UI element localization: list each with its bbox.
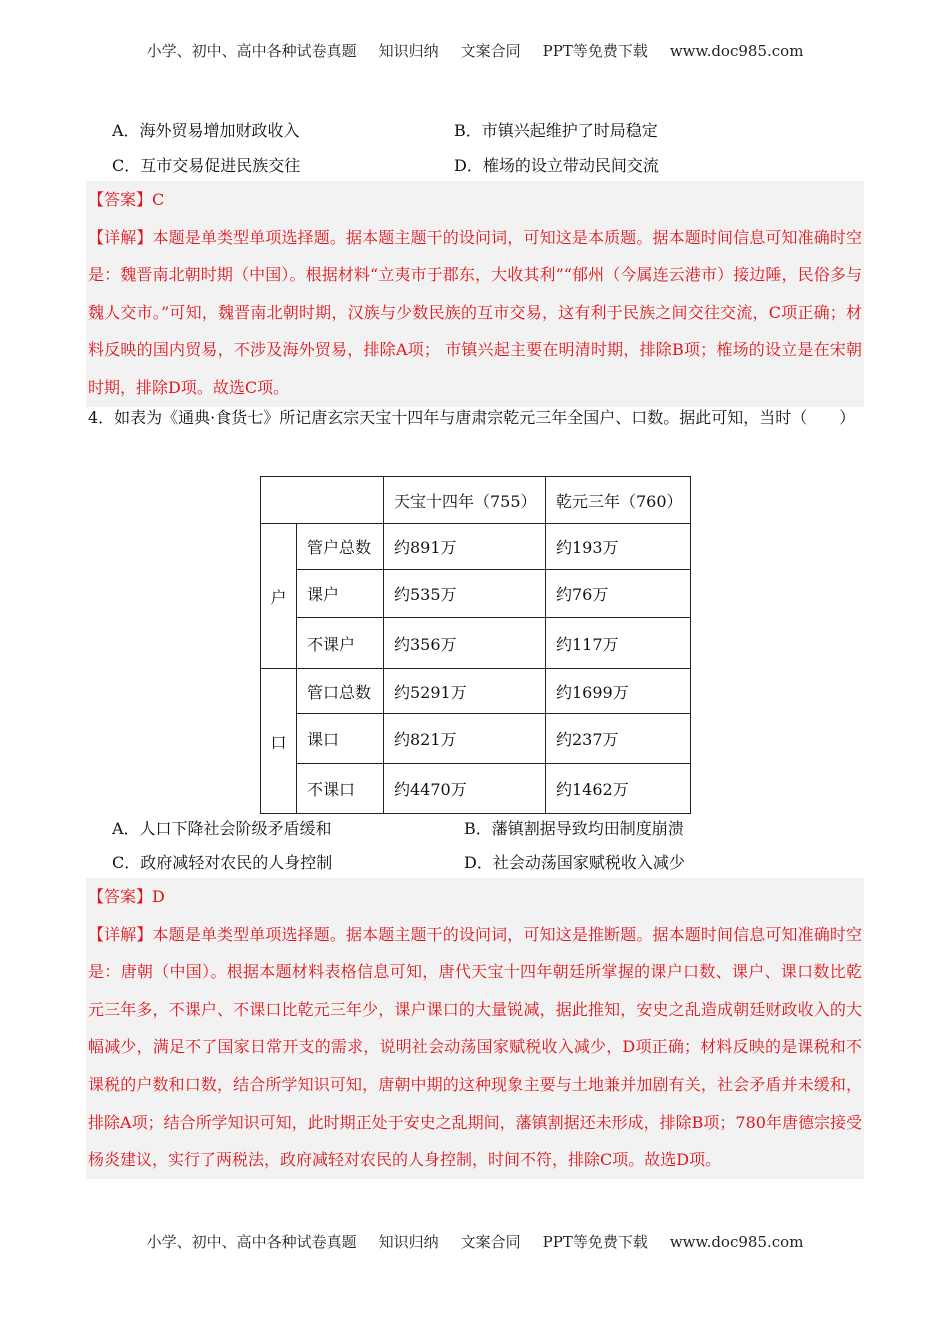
table-cell: 约193万 xyxy=(546,524,691,570)
table-row xyxy=(261,764,691,814)
table-row-label: 不课户 xyxy=(297,618,384,669)
footer-url[interactable]: www.doc985.com xyxy=(669,1233,804,1251)
q4-detail: 【详解】本题是单类型单项选择题。据本题主题干的设问词，可知这是推断题。据本题时间信息可知准确时空是：唐朝（中国）。根据本题材料表格信息可知，唐代天宝十四年朝廷所掌握的课户口数、课户、课口数比乾元三年多，不课户、不课口比乾元三年少，课户课口的大量锐减，据此推知，安史之乱造成朝廷财政收入的大幅减少，满足不了国家日常开支的需求，说明社会动荡国家赋税收入减少，D项正确；材料反映的是课税和不课税的户数和口数，结合所学知识可知，唐朝中期的这种现象主要与土地兼并加剧有关，社会矛盾并未缓和，排除A项；结合所学知识可知，此时期正处于安史之乱期间，藩镇割据还未形成，排除B项；780年唐德宗接受杨炎建议，实行了两税法，政府减轻对农民的人身控制，时间不符，排除C项。故选D项。 xyxy=(88,924,862,1170)
table-cell: 约1699万 xyxy=(546,669,691,714)
q4-stem: 4．如表为《通典·食货七》所记唐玄宗天宝十四年与唐肃宗乾元三年全国户、口数。据此可知，当时（ ） xyxy=(88,408,856,427)
table-col-header: 天宝十四年（755） xyxy=(384,477,546,524)
q4-option-d: D．社会动荡国家赋税收入减少 xyxy=(464,853,685,872)
header-text: 知识归纳 xyxy=(378,42,439,60)
q4-answer: 【答案】D xyxy=(88,887,165,906)
table-cell: 约535万 xyxy=(384,570,546,618)
table-row xyxy=(261,714,691,764)
q3-option-d: D．榷场的设立带动民间交流 xyxy=(454,156,659,175)
q3-answer: 【答案】C xyxy=(88,190,165,209)
table-row-label: 不课口 xyxy=(297,764,384,814)
page-footer xyxy=(0,1231,950,1252)
table-header-row xyxy=(261,477,691,524)
q3-option-b: B．市镇兴起维护了时局稳定 xyxy=(454,121,658,140)
q3-detail: 【详解】本题是单类型单项选择题。据本题主题干的设问词，可知这是本质题。据本题时间信息可知准确时空是：魏晋南北朝时期（中国）。根据材料“立夷市于郡东，大收其利”“郁州（今属连云港市）接边陲，民俗多与魏人交市。”可知，魏晋南北朝时期，汉族与少数民族的互市交易，这有利于民族之间交往交流，C项正确；材料反映的国内贸易，不涉及海外贸易，排除A项； 市镇兴起主要在明清时期，排除B项；榷场的设立是在宋朝时期，排除D项。故选C项。 xyxy=(88,227,862,397)
header-url[interactable]: www.doc985.com xyxy=(669,42,804,60)
table-cell: 约821万 xyxy=(384,714,546,764)
table-row xyxy=(261,669,691,714)
page-header xyxy=(0,40,950,61)
table-row-label: 管户总数 xyxy=(297,524,384,570)
table-row-label: 课户 xyxy=(297,570,384,618)
table-cell: 约4470万 xyxy=(384,764,546,814)
table-group-kou: 口 xyxy=(261,669,297,814)
table-row-label: 课口 xyxy=(297,714,384,764)
footer-text: 文案合同 xyxy=(460,1233,521,1251)
header-text: PPT等免费下载 xyxy=(542,42,648,60)
table-cell: 约5291万 xyxy=(384,669,546,714)
table-row-label: 管口总数 xyxy=(297,669,384,714)
table-cell: 约237万 xyxy=(546,714,691,764)
table-group-hu: 户 xyxy=(261,524,297,669)
q4-option-b: B．藩镇割据导致均田制度崩溃 xyxy=(464,819,684,838)
q3-option-c: C．互市交易促进民族交往 xyxy=(112,156,301,175)
footer-text: PPT等免费下载 xyxy=(542,1233,648,1251)
table-row xyxy=(261,618,691,669)
q4-answer-block xyxy=(86,878,864,1179)
table-row xyxy=(261,524,691,570)
q3-answer-block xyxy=(86,181,864,407)
table-col-header: 乾元三年（760） xyxy=(546,477,691,524)
q4-option-c: C．政府减轻对农民的人身控制 xyxy=(112,853,333,872)
footer-text: 小学、初中、高中各种试卷真题 xyxy=(146,1233,357,1251)
table-row xyxy=(261,570,691,618)
q4-option-a: A．人口下降社会阶级矛盾缓和 xyxy=(112,819,332,838)
table-cell: 约117万 xyxy=(546,618,691,669)
table-cell: 约1462万 xyxy=(546,764,691,814)
footer-text: 知识归纳 xyxy=(378,1233,439,1251)
table-cell: 约891万 xyxy=(384,524,546,570)
q3-option-a: A．海外贸易增加财政收入 xyxy=(112,121,300,140)
table-cell: 约76万 xyxy=(546,570,691,618)
header-text: 小学、初中、高中各种试卷真题 xyxy=(146,42,357,60)
table-corner xyxy=(261,477,384,524)
q4-data-table xyxy=(260,476,691,814)
table-cell: 约356万 xyxy=(384,618,546,669)
header-text: 文案合同 xyxy=(460,42,521,60)
